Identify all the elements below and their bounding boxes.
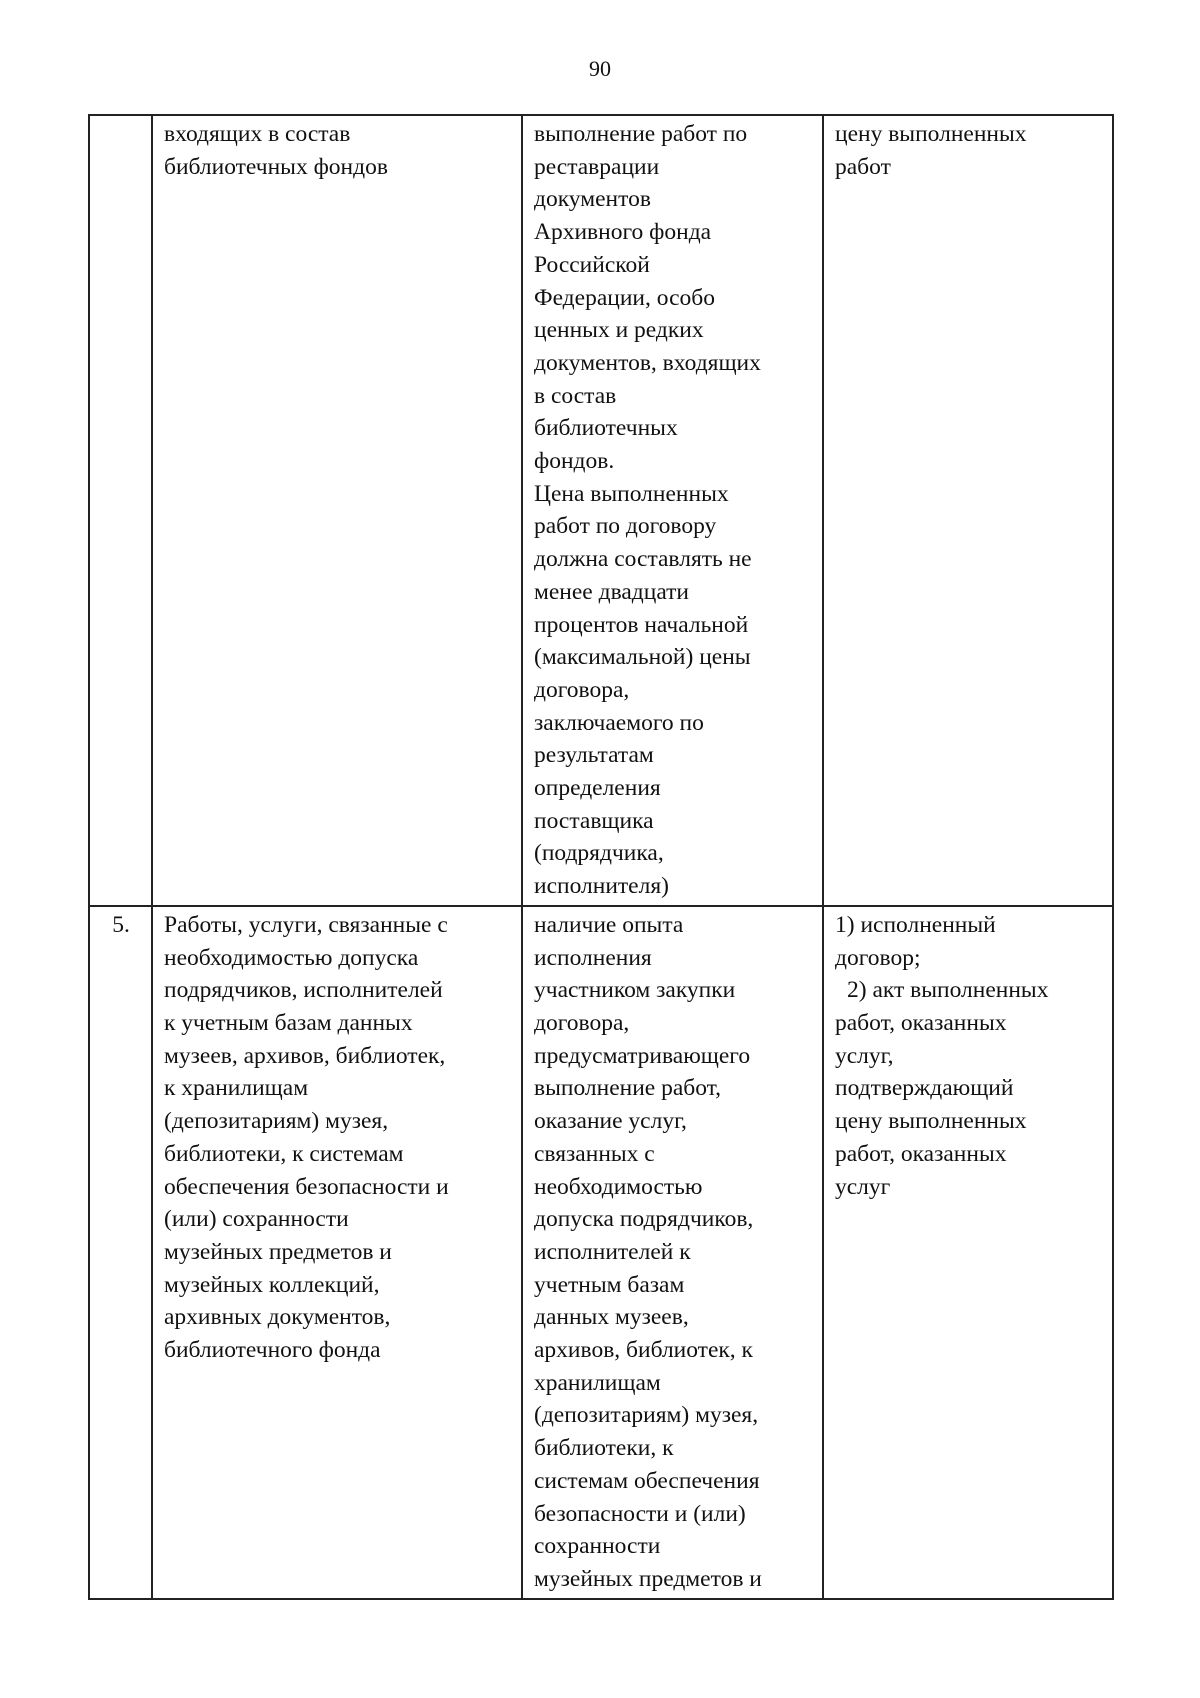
text-line: необходимостью	[534, 1173, 703, 1200]
text-line: к хранилищам	[164, 1075, 309, 1102]
text-line: входящих в состав	[164, 121, 351, 147]
requirement-cell	[522, 906, 823, 1599]
text-line: процентов начальной	[534, 611, 749, 638]
text-line: выполнение работ по	[534, 121, 748, 147]
text-line: сохранности	[534, 1533, 661, 1560]
text-line: музейных коллекций,	[164, 1271, 380, 1298]
text-line: библиотечных фондов	[164, 153, 388, 180]
text-line: наличие опыта	[534, 911, 684, 938]
text-line: подтверждающий	[835, 1075, 1014, 1102]
text-line: музейных предметов и	[534, 1565, 762, 1592]
text-line: к учетным базам данных	[164, 1009, 413, 1036]
text-line: предусматривающего	[534, 1042, 751, 1069]
subject-cell	[152, 115, 522, 906]
text-line: (подрядчика,	[534, 840, 664, 867]
text-line: библиотечных	[534, 415, 678, 442]
text-line: 1) исполненный	[835, 911, 996, 938]
text-line: библиотечного фонда	[164, 1337, 381, 1364]
text-line: работ, оказанных	[835, 1140, 1007, 1167]
text-line: заключаемого по	[534, 709, 704, 736]
row-number-cell: 5.	[89, 906, 152, 1599]
text-line: Работы, услуги, связанные с	[164, 911, 448, 938]
text-line: работ	[835, 153, 891, 180]
text-line: (или) сохранности	[164, 1206, 349, 1233]
text-line: Федерации, особо	[534, 284, 715, 311]
text-line: поставщика	[534, 807, 654, 834]
text-line: ценных и редких	[534, 317, 704, 344]
text-line: архивных документов,	[164, 1304, 391, 1331]
text-line: работ по договору	[534, 513, 717, 540]
text-line: подрядчиков, исполнителей	[164, 977, 443, 1004]
text-line: должна составлять не	[534, 546, 752, 573]
documents-cell	[823, 115, 1113, 906]
text-line: договора,	[534, 676, 630, 703]
table-row	[89, 115, 1113, 906]
text-line: документов, входящих	[534, 349, 761, 376]
text-line: услуг,	[835, 1042, 894, 1069]
text-line: учетным базам	[534, 1271, 685, 1298]
text-line: договора,	[534, 1009, 630, 1036]
text-line: участником закупки	[534, 977, 736, 1004]
text-line: музейных предметов и	[164, 1238, 392, 1265]
text-line: цену выполненных	[835, 1108, 1027, 1135]
text-line: безопасности и (или)	[534, 1500, 746, 1527]
text-line: выполнение работ,	[534, 1075, 722, 1102]
text-line: цену выполненных	[835, 121, 1027, 147]
text-line: библиотеки, к системам	[164, 1140, 404, 1167]
text-line: договор;	[835, 944, 921, 971]
text-line: (депозитариям) музея,	[534, 1402, 759, 1429]
text-line: Цена выполненных	[534, 480, 729, 507]
text-line: Российской	[534, 251, 650, 278]
text-line: допуска подрядчиков,	[534, 1206, 754, 1233]
text-line: библиотеки, к	[534, 1435, 674, 1462]
text-line: реставрации	[534, 153, 660, 180]
text-line: определения	[534, 775, 661, 802]
text-line: в состав	[534, 382, 617, 409]
text-line: (максимальной) цены	[534, 644, 751, 671]
text-line: 2) акт выполненных	[847, 977, 1049, 1004]
text-line: необходимостью допуска	[164, 944, 419, 971]
text-line: результатам	[534, 742, 654, 769]
text-line: менее двадцати	[534, 578, 689, 605]
row-number-cell	[89, 115, 152, 906]
requirement-cell	[522, 115, 823, 906]
text-line: обеспечения безопасности и	[164, 1173, 449, 1200]
text-line: Архивного фонда	[534, 219, 712, 246]
text-line: работ, оказанных	[835, 1009, 1007, 1036]
text-line: системам обеспечения	[534, 1467, 760, 1494]
text-line: документов	[534, 186, 651, 213]
text-line: услуг	[835, 1173, 891, 1200]
text-line: музеев, архивов, библиотек,	[164, 1042, 446, 1069]
text-line: исполнения	[534, 944, 652, 971]
subject-cell	[152, 906, 522, 1599]
text-line: связанных с	[534, 1140, 655, 1167]
documents-cell	[823, 906, 1113, 1599]
requirements-table	[88, 114, 1114, 1600]
text-line: оказание услуг,	[534, 1108, 687, 1135]
text-line: данных музеев,	[534, 1304, 689, 1331]
page-number: 90	[589, 56, 611, 81]
table-row	[89, 906, 1113, 1599]
text-line: хранилищам	[534, 1369, 661, 1396]
text-line: фондов.	[534, 448, 615, 475]
text-line: архивов, библиотек, к	[534, 1337, 753, 1364]
text-line: исполнителя)	[534, 873, 669, 900]
text-line: исполнителей к	[534, 1238, 691, 1265]
text-line: (депозитариям) музея,	[164, 1108, 389, 1135]
